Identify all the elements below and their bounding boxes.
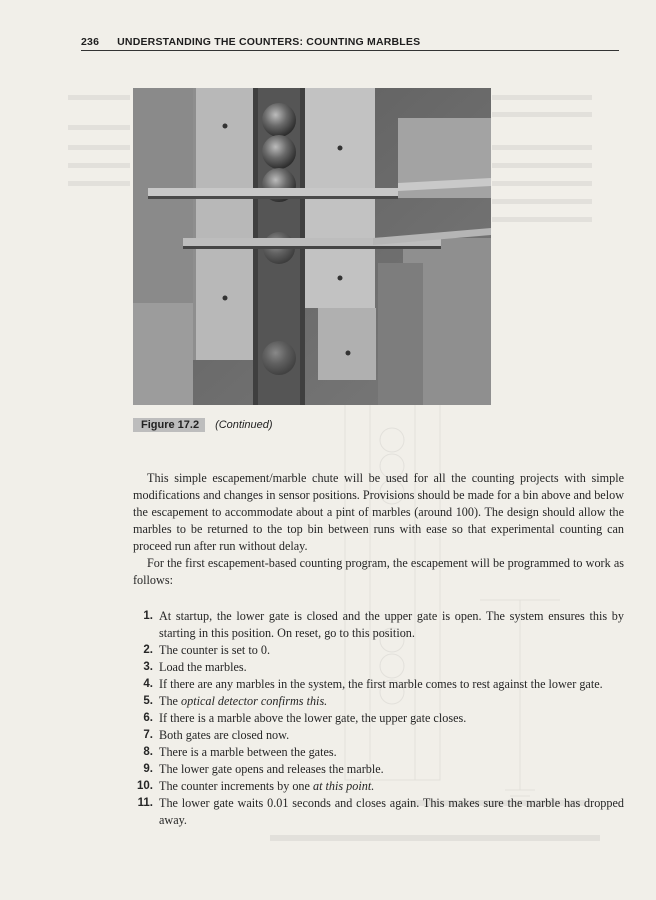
step-text: The lower gate opens and releases the marble. — [159, 762, 384, 776]
step-number: 8. — [143, 746, 153, 758]
step-text: The counter is set to 0. — [159, 643, 271, 657]
running-title: UNDERSTANDING THE COUNTERS: COUNTING MARBLES — [117, 36, 421, 48]
paragraph: For the first escapement-based counting program, the escapement will be programmed to work as follows: — [133, 556, 624, 587]
list-item — [133, 676, 624, 693]
page-number: 236 — [81, 36, 100, 48]
step-number: 9. — [143, 763, 153, 775]
list-item — [133, 795, 624, 829]
step-text: Both gates are closed now. — [159, 728, 290, 742]
step-emphasis: at this point. — [312, 779, 375, 793]
running-header — [81, 36, 619, 51]
step-text: If there is a marble above the lower gate, the upper gate closes. — [159, 711, 467, 725]
step-text: Load the marbles. — [159, 660, 247, 674]
step-list — [133, 608, 624, 829]
step-text: If there are any marbles in the system, the first marble comes to rest against the lower gate. — [159, 677, 603, 691]
step-number: 3. — [143, 661, 153, 673]
list-item — [133, 693, 624, 710]
step-number: 7. — [143, 729, 153, 741]
list-item — [133, 744, 624, 761]
step-number: 1. — [143, 610, 153, 622]
step-number: 2. — [143, 644, 153, 656]
marble-escapement-photo — [133, 88, 491, 405]
figure-caption-text: (Continued) — [215, 419, 273, 431]
step-number: 5. — [143, 695, 153, 707]
list-item — [133, 642, 624, 659]
step-text: At startup, the lower gate is closed and the upper gate is open. The system ensures this by starting in this position. On reset, go to this position. — [159, 609, 624, 640]
step-text: The counter increments by one — [159, 779, 313, 793]
list-item — [133, 608, 624, 642]
step-number: 10. — [137, 780, 153, 792]
step-text: The lower gate waits 0.01 seconds and closes again. This makes sure the marble has dropped away. — [159, 796, 624, 827]
step-number: 11. — [137, 797, 153, 809]
paragraph: This simple escapement/marble chute will be used for all the counting projects with simple modifications and changes in sensor positions. Provisions should be made for a bin above and below the escapement to accommodate about a pint of marbles (around 100). The design should allow the marbles to be returned to the top bin between runs with ease so that experimental counting can proceed run after run without delay. — [133, 471, 624, 553]
figure-photo — [133, 88, 491, 405]
step-text: There is a marble between the gates. — [159, 745, 337, 759]
body-text — [133, 470, 624, 589]
figure-caption — [133, 418, 273, 432]
list-item — [133, 761, 624, 778]
list-item — [133, 710, 624, 727]
list-item — [133, 659, 624, 676]
list-item — [133, 727, 624, 744]
figure-label: Figure 17.2 — [133, 418, 205, 432]
list-item — [133, 778, 624, 795]
step-number: 6. — [143, 712, 153, 724]
step-emphasis: optical detector confirms this. — [181, 694, 328, 708]
step-text: The — [159, 694, 181, 708]
step-number: 4. — [143, 678, 153, 690]
